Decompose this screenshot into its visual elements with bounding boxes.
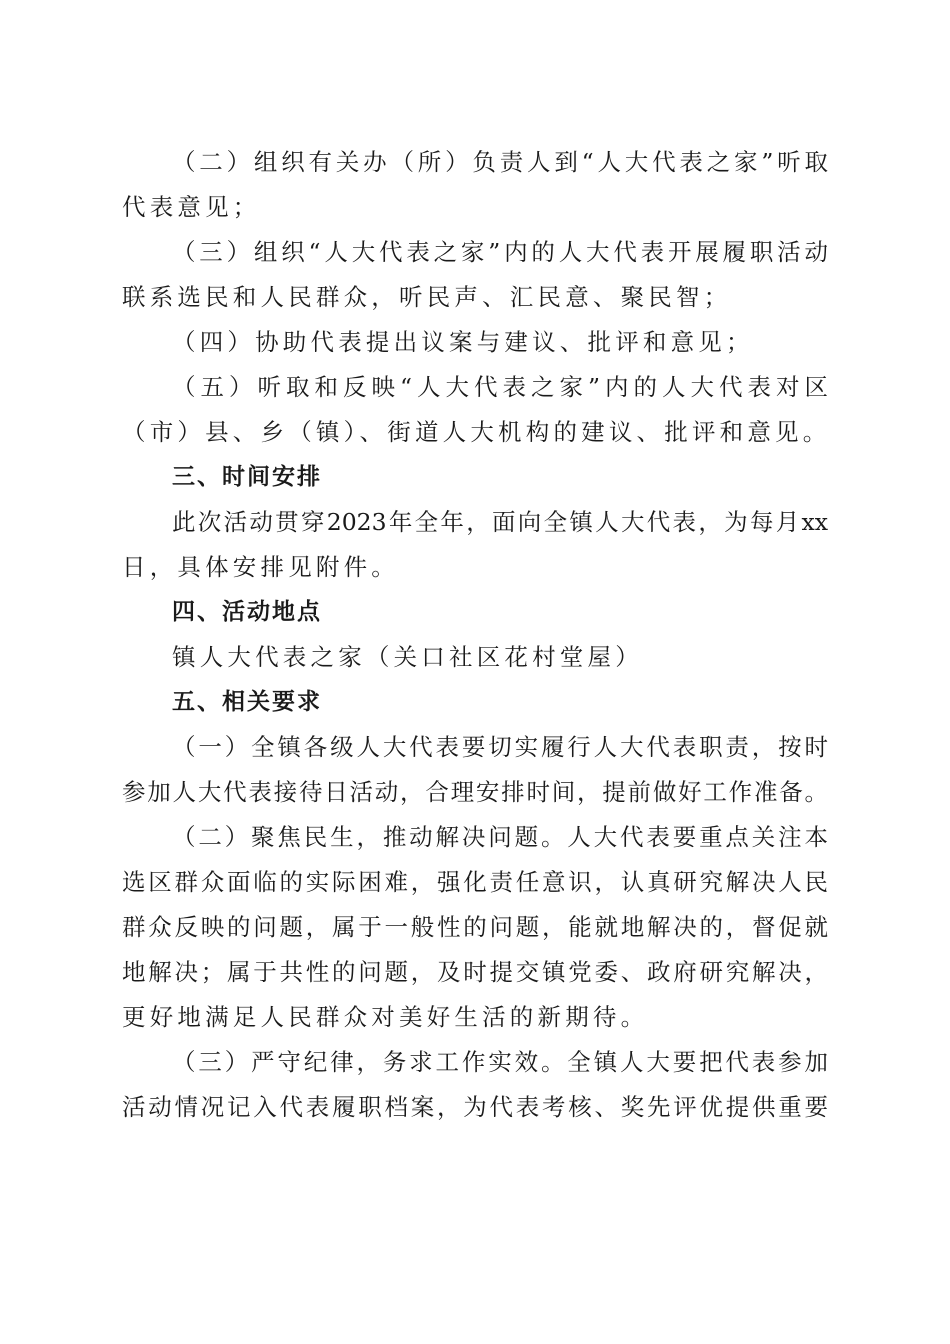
paragraph-line: （五）听取和反映“人大代表之家”内的人大代表对区: [172, 373, 828, 401]
paragraph-line: （一）全镇各级人大代表要切实履行人大代表职责，按时: [172, 733, 828, 761]
paragraph-line: 参加人大代表接待日活动，合理安排时间，提前做好工作准备。: [122, 778, 828, 806]
paragraph-line: 更好地满足人民群众对美好生活的新期待。: [122, 1003, 649, 1031]
paragraph-line: （四）协助代表提出议案与建议、批评和意见；: [172, 328, 754, 356]
paragraph-line: 代表意见；: [122, 193, 261, 221]
paragraph-line: 活动情况记入代表履职档案，为代表考核、奖先评优提供重要: [122, 1093, 828, 1121]
section-heading-schedule: 三、时间安排: [172, 464, 322, 490]
section-heading-location: 四、活动地点: [172, 599, 322, 625]
paragraph-line: （三）组织“人大代表之家”内的人大代表开展履职活动: [172, 238, 828, 266]
paragraph-line: （市）县、乡（镇）、街道人大机构的建议、批评和意见。: [122, 418, 831, 446]
paragraph-line: 联系选民和人民群众，听民声、汇民意、聚民智；: [122, 283, 732, 311]
paragraph-line: 此次活动贯穿2023年全年，面向全镇人大代表，为每月xx: [172, 508, 828, 536]
paragraph-line: 群众反映的问题，属于一般性的问题，能就地解决的，督促就: [122, 913, 828, 941]
paragraph-line: （三）严守纪律，务求工作实效。全镇人大要把代表参加: [172, 1048, 828, 1076]
paragraph-line: 镇人大代表之家（关口社区花村堂屋）: [172, 643, 643, 671]
section-heading-requirements: 五、相关要求: [172, 689, 322, 715]
paragraph-line: 选区群众面临的实际困难，强化责任意识，认真研究解决人民: [122, 868, 828, 896]
paragraph-line: 地解决；属于共性的问题，及时提交镇党委、政府研究解决，: [122, 958, 828, 986]
paragraph-line: 日，具体安排见附件。: [122, 553, 399, 581]
paragraph-line: （二）聚焦民生，推动解决问题。人大代表要重点关注本: [172, 823, 828, 851]
paragraph-line: （二）组织有关办（所）负责人到“人大代表之家”听取: [172, 148, 828, 176]
